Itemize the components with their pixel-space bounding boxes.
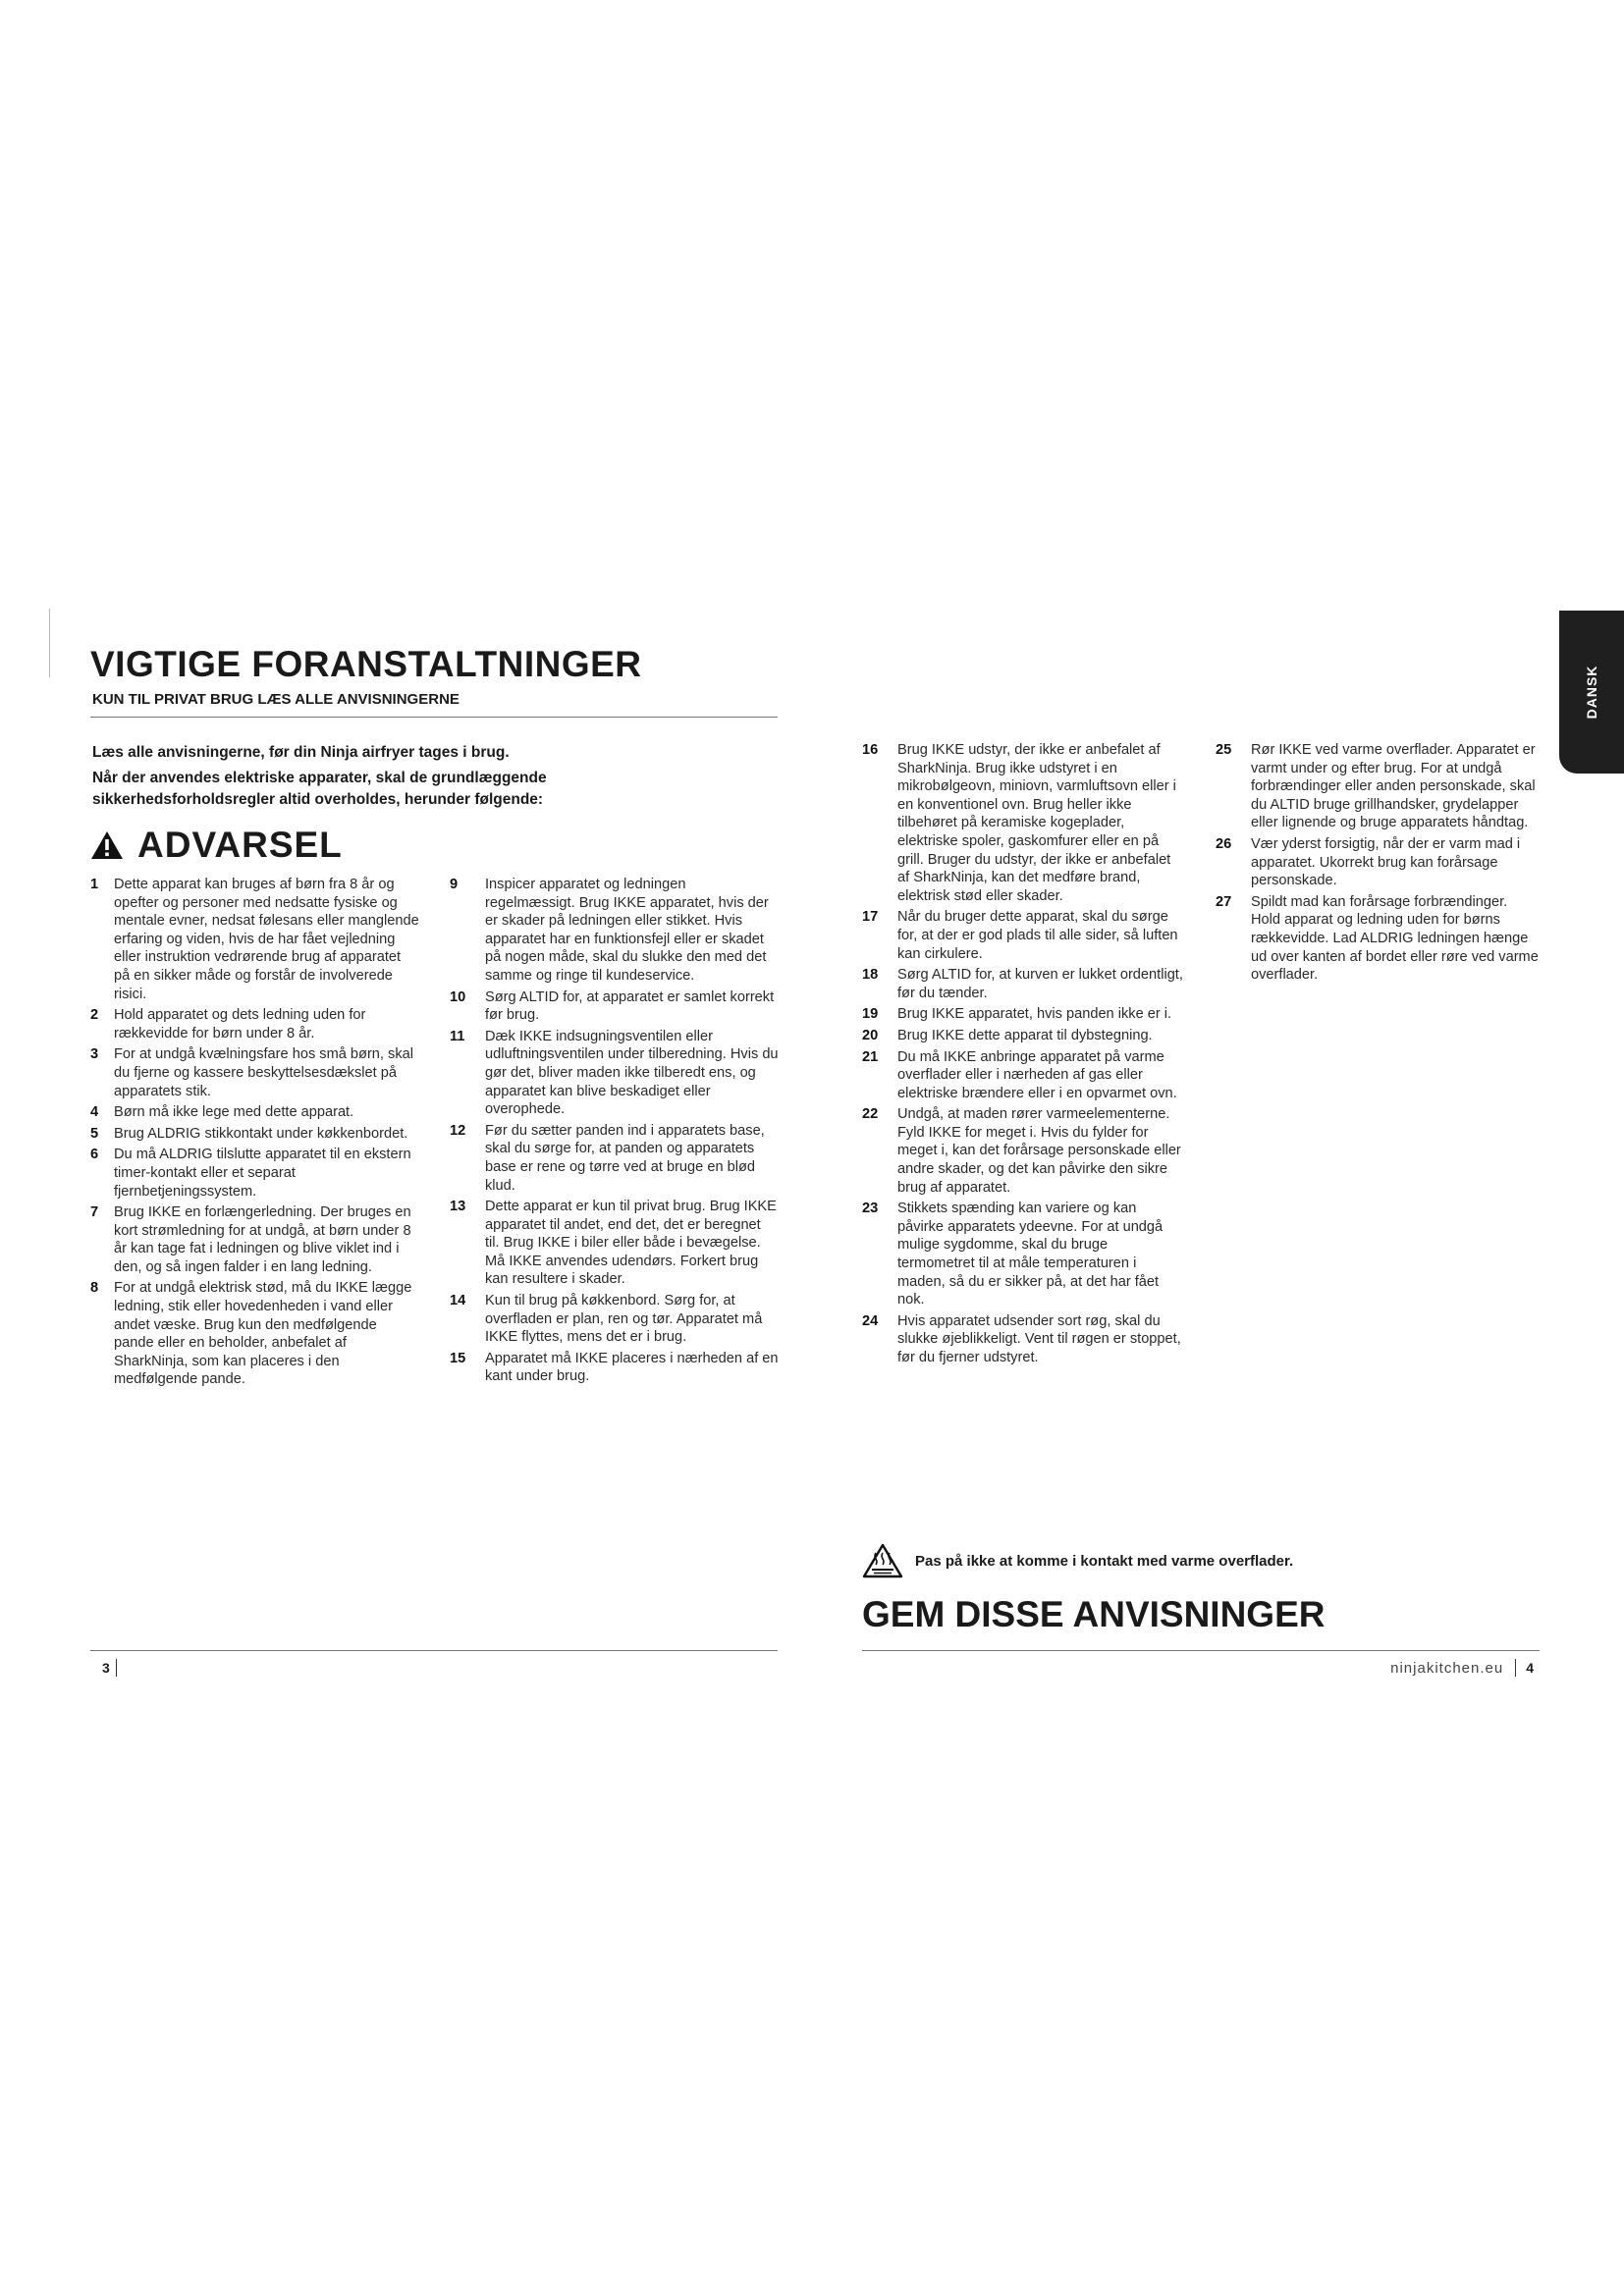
column-d (1216, 741, 1540, 988)
item-text: Brug IKKE dette apparat til dybstegning. (897, 1027, 1153, 1043)
language-tab-label: DANSK (1584, 665, 1599, 720)
list-item (90, 1125, 419, 1144)
item-text: Brug IKKE udstyr, der ikke er anbefalet af SharkNinja. Brug ikke udstyret i en mikrobølgeovn, miniovn, varmluftsovn eller i en konventionel ovn. Brug heller ikke tilbehøret på keramiske kogeplader, elektriske spoler, gaskomfurer eller en på grill. Bruger du udstyr, der ikke er anbefalet af SharkNinja, kan det medføre brand, elektrisk stød eller skader. (897, 742, 1176, 904)
item-text: Brug ALDRIG stikkontakt under køkkenbordet. (114, 1125, 408, 1142)
item-number: 11 (450, 1028, 465, 1044)
list-item (862, 1200, 1186, 1309)
list-item (862, 966, 1186, 1002)
warning-label: ADVARSEL (137, 825, 343, 865)
item-number: 8 (90, 1280, 99, 1297)
item-text: Undgå, at maden rører varmeelementerne. Fyld IKKE for meget i. Hvis du fylder for meget i, kan det forårsage personskade eller andre skader, og det kan påvirke den sikre brug af apparatet. (897, 1106, 1181, 1196)
hot-surface-notice (862, 1543, 1293, 1578)
item-text: Kun til brug på køkkenbord. Sørg for, at overfladen er plan, ren og tør. Apparatet må IKKE flyttes, mens det er i brug. (485, 1293, 763, 1346)
list-item (450, 876, 779, 986)
margin-mark (49, 609, 50, 677)
list-item (90, 1006, 419, 1042)
item-number: 23 (862, 1201, 879, 1217)
list-item (450, 1028, 779, 1119)
hot-surface-warning-icon (862, 1543, 903, 1578)
item-number: 19 (862, 1006, 879, 1023)
item-text: Hold apparatet og dets ledning uden for rækkevidde for børn under 8 år. (114, 1007, 366, 1041)
item-text: Du må IKKE anbringe apparatet på varme overflader eller i nærheden af gas eller elektriske brændere eller i en opvarmet ovn. (897, 1048, 1177, 1101)
list-item (450, 988, 779, 1025)
item-text: Brug IKKE en forlængerledning. Der bruges en kort strømledning for at undgå, at børn under 8 år kan tage fat i ledningen og blive viklet ind i den, og så ingen falder i en lang ledning. (114, 1204, 411, 1275)
item-text: For at undgå kvælningsfare hos små børn, skal du fjerne og kassere beskyttelsesdækslet på apparatets stik. (114, 1046, 413, 1099)
item-number: 12 (450, 1122, 466, 1139)
item-number: 25 (1216, 742, 1232, 758)
list-item (862, 1048, 1186, 1103)
item-number: 21 (862, 1048, 879, 1065)
item-text: Apparatet må IKKE placeres i nærheden af en kant under brug. (485, 1350, 779, 1385)
item-text: Sørg ALTID for, at apparatet er samlet korrekt før brug. (485, 988, 775, 1024)
footer-right (1390, 1659, 1534, 1677)
list-item (450, 1122, 779, 1195)
item-number: 18 (862, 967, 879, 984)
save-instructions-heading: GEM DISSE ANVISNINGER (862, 1594, 1326, 1634)
item-text: Når du bruger dette apparat, skal du sørge for, at der er god plads til alle sider, så luften kan cirkulere. (897, 909, 1178, 962)
item-text: Dæk IKKE indsugningsventilen eller udluftningsventilen under tilberedning. Hvis du gør det, bliver maden ikke tilberedt ens, og apparatet kan blive beskadiget eller overophede. (485, 1028, 779, 1118)
item-number: 22 (862, 1106, 879, 1123)
item-text: Hvis apparatet udsender sort røg, skal du slukke øjeblikkeligt. Vent til røgen er stoppet, før du fjerner udstyret. (897, 1312, 1181, 1365)
item-text: Før du sætter panden ind i apparatets base, skal du sørge for, at panden og apparatets base er rene og tørre ved at bruge en blød klud. (485, 1122, 765, 1194)
item-number: 26 (1216, 835, 1232, 852)
footer-rule-left (90, 1650, 778, 1651)
list-item (862, 1005, 1186, 1024)
item-number: 4 (90, 1104, 99, 1121)
list-item (450, 1198, 779, 1289)
item-text: Stikkets spænding kan variere og kan påvirke apparatets ydeevne. For at undgå mulige sygdomme, skal du bruge termometret til at måle temperaturen i maden, så du er sikker på, at det har fået nok. (897, 1201, 1164, 1308)
warning-triangle-icon (90, 830, 124, 860)
page-number-right: 4 (1526, 1660, 1534, 1676)
list-item (90, 1279, 419, 1389)
list-item (90, 1203, 419, 1276)
item-number: 27 (1216, 893, 1232, 910)
list-item (862, 1027, 1186, 1045)
item-text: Rør IKKE ved varme overflader. Apparatet er varmt under og efter brug. For at undgå forbrændinger eller anden personskade, skal du ALTID bruge grillhandsker, grydelapper eller lignende og bruge apparatets håndtag. (1251, 742, 1536, 831)
item-text: Sørg ALTID for, at kurven er lukket ordentligt, før du tænder. (897, 967, 1183, 1001)
list-item (90, 876, 419, 1003)
item-text: For at undgå elektrisk stød, må du IKKE lægge ledning, stik eller hovedenheden i vand eller andet væske. Brug kun den medfølgende pande eller en beholder, anbefalet af SharkNinja, som kan placeres i den medfølgende pande. (114, 1280, 412, 1388)
item-text: Du må ALDRIG tilslutte apparatet til en ekstern timer-kontakt eller et separat fjernbetjeningssystem. (114, 1147, 411, 1200)
title-rule (90, 717, 778, 718)
item-number: 7 (90, 1204, 99, 1221)
column-c (862, 741, 1186, 1370)
item-number: 13 (450, 1199, 466, 1215)
item-text: Børn må ikke lege med dette apparat. (114, 1104, 354, 1121)
item-number: 3 (90, 1046, 99, 1063)
item-number: 6 (90, 1147, 99, 1163)
item-number: 15 (450, 1350, 466, 1366)
item-number: 14 (450, 1293, 466, 1309)
list-item (450, 1292, 779, 1347)
footer-url: ninjakitchen.eu (1390, 1659, 1504, 1677)
item-text: Dette apparat kan bruges af børn fra 8 år og opefter og personer med nedsatte fysiske og mentale evner, nedsat følesans eller manglende erfaring og viden, hvis de har fået vejledning eller instruktion vedrørende brug af apparatet på en sikker måde og forstår de involverede risici. (114, 877, 419, 1002)
item-number: 10 (450, 988, 466, 1005)
item-number: 24 (862, 1312, 879, 1329)
intro-line-1: Læs alle anvisningerne, før din Ninja airfryer tages i brug. (92, 744, 510, 761)
item-number: 9 (450, 877, 459, 892)
footer-rule-right (862, 1650, 1540, 1651)
list-item (90, 1103, 419, 1122)
list-item (90, 1045, 419, 1100)
item-text: Vær yderst forsigtig, når der er varm mad i apparatet. Ukorrekt brug kan forårsage personskade. (1251, 835, 1521, 889)
item-number: 20 (862, 1027, 879, 1043)
page-number-divider (1515, 1659, 1516, 1677)
item-text: Dette apparat er kun til privat brug. Brug IKKE apparatet til andet, end det, det er beregnet til. Brug IKKE i biler eller både i bevægelse. Må IKKE anvendes udendørs. Forkert brug kan resultere i skader. (485, 1199, 777, 1288)
item-text: Inspicer apparatet og ledningen regelmæssigt. Brug IKKE apparatet, hvis der er skader på ledningen eller stikket. Hvis apparatet har en funktionsfejl eller er skadet på nogen måde, skal du slukke den med det samme og ringe til kundeservice. (485, 877, 769, 984)
list-item (450, 1350, 779, 1386)
list-item (862, 1312, 1186, 1367)
hot-surface-text: Pas på ikke at komme i kontakt med varme overflader. (915, 1552, 1294, 1570)
item-number: 17 (862, 909, 879, 926)
list-item (90, 1146, 419, 1201)
list-item (862, 1105, 1186, 1197)
list-item (1216, 835, 1540, 890)
column-a (90, 876, 419, 1392)
item-text: Spildt mad kan forårsage forbrændinger. Hold apparat og ledning uden for børns rækkevidde. Lad ALDRIG ledningen hænge ud over kanten af bordet eller røre ved varme overflader. (1251, 893, 1539, 984)
item-number: 1 (90, 877, 99, 892)
item-number: 16 (862, 742, 879, 758)
page-number-left: 3 (102, 1660, 110, 1676)
item-number: 5 (90, 1125, 99, 1142)
list-item (1216, 893, 1540, 985)
page-number-divider (116, 1659, 117, 1677)
item-number: 2 (90, 1007, 99, 1024)
language-tab (1559, 611, 1624, 774)
list-item (862, 741, 1186, 905)
page-subtitle: KUN TIL PRIVAT BRUG LÆS ALLE ANVISNINGERNE (92, 691, 460, 708)
item-text: Brug IKKE apparatet, hvis panden ikke er i. (897, 1006, 1172, 1023)
list-item (862, 908, 1186, 963)
column-b (450, 876, 779, 1389)
list-item (1216, 741, 1540, 832)
warning-heading (90, 827, 343, 863)
page-title: VIGTIGE FORANSTALTNINGER (90, 644, 642, 684)
intro-line-2: Når der anvendes elektriske apparater, skal de grundlæggende sikkerhedsforholdsregler altid overholdes, herunder følgende: (92, 770, 547, 808)
footer-left (102, 1659, 117, 1677)
